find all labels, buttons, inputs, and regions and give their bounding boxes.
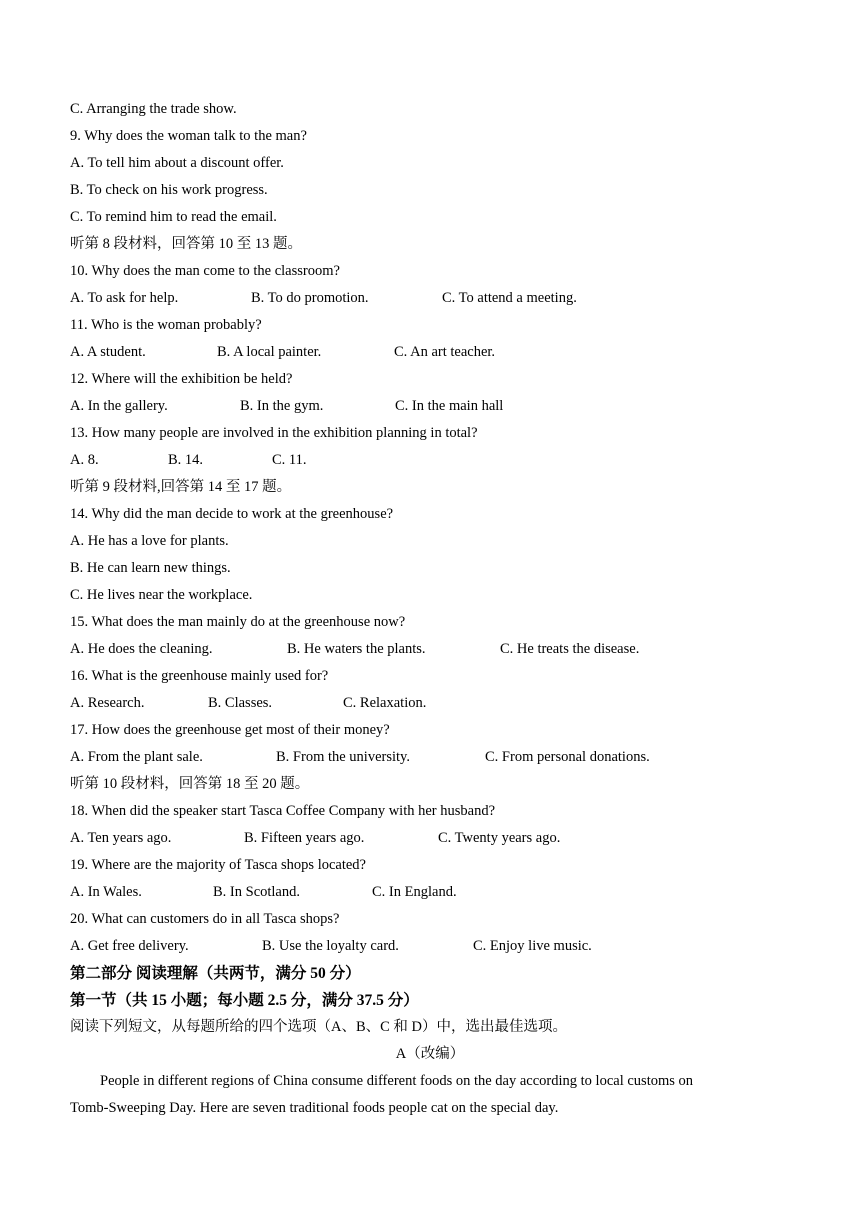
q20-option-c: C. Enjoy live music.	[473, 938, 592, 954]
q10-question: 10. Why does the man come to the classroom?	[70, 263, 340, 279]
q13-question: 13. How many people are involved in the exhibition planning in total?	[70, 425, 478, 441]
passage-title: A（改编）	[395, 1046, 465, 1062]
q11-option-a: A. A student.	[70, 344, 146, 360]
q15-option-a: A. He does the cleaning.	[70, 641, 213, 657]
q20-option-a: A. Get free delivery.	[70, 938, 189, 954]
q16-option-b: B. Classes.	[208, 695, 273, 711]
q11-question: 11. Who is the woman probably?	[70, 317, 262, 333]
q20-options	[70, 933, 790, 960]
q10-option-c: C. To attend a meeting.	[442, 290, 577, 306]
q13-option-c: C. 11.	[272, 452, 307, 468]
section-9-instruction: 听第 9 段材料,回答第 14 至 17 题。	[70, 479, 292, 495]
q19-options	[70, 879, 790, 906]
q19-question: 19. Where are the majority of Tasca shops located?	[70, 857, 366, 873]
q17-option-c: C. From personal donations.	[485, 749, 650, 765]
section-8-instruction: 听第 8 段材料，回答第 10 至 13 题。	[70, 236, 302, 252]
q14-option-c: C. He lives near the workplace.	[70, 587, 253, 603]
q17-option-a: A. From the plant sale.	[70, 749, 203, 765]
q15-option-c: C. He treats the disease.	[500, 641, 640, 657]
q10-option-a: A. To ask for help.	[70, 290, 179, 306]
q14-option-a: A. He has a love for plants.	[70, 533, 229, 549]
q17-options	[70, 744, 790, 771]
q8-option-c: C. Arranging the trade show.	[70, 101, 237, 117]
q9-option-a: A. To tell him about a discount offer.	[70, 155, 284, 171]
q18-option-c: C. Twenty years ago.	[438, 830, 561, 846]
part-two-heading: 第二部分 阅读理解（共两节，满分 50 分）	[70, 965, 361, 982]
q12-option-a: A. In the gallery.	[70, 398, 168, 414]
q10-options	[70, 285, 790, 312]
passage-line-1: People in different regions of China consume different foods on the day according to local customs on	[100, 1073, 694, 1089]
q13-options	[70, 447, 790, 474]
q12-options	[70, 393, 790, 420]
q13-option-a: A. 8.	[70, 452, 99, 468]
q15-option-b: B. He waters the plants.	[287, 641, 426, 657]
q12-question: 12. Where will the exhibition be held?	[70, 371, 293, 387]
q16-option-a: A. Research.	[70, 695, 145, 711]
q11-options	[70, 339, 790, 366]
q10-option-b: B. To do promotion.	[251, 290, 369, 306]
q11-option-c: C. An art teacher.	[394, 344, 496, 360]
q20-option-b: B. Use the loyalty card.	[262, 938, 399, 954]
q17-option-b: B. From the university.	[276, 749, 410, 765]
reading-instruction: 阅读下列短文，从每题所给的四个选项（A、B、C 和 D）中，选出最佳选项。	[70, 1019, 568, 1035]
q18-question: 18. When did the speaker start Tasca Coffee Company with her husband?	[70, 803, 496, 819]
q18-options	[70, 825, 790, 852]
q19-option-a: A. In Wales.	[70, 884, 142, 900]
q16-options	[70, 690, 790, 717]
q12-option-b: B. In the gym.	[240, 398, 324, 414]
q12-option-c: C. In the main hall	[395, 398, 504, 414]
q18-option-a: A. Ten years ago.	[70, 830, 172, 846]
q19-option-c: C. In England.	[372, 884, 457, 900]
q15-options	[70, 636, 790, 663]
q20-question: 20. What can customers do in all Tasca shops?	[70, 911, 340, 927]
q13-option-b: B. 14.	[168, 452, 204, 468]
q9-option-c: C. To remind him to read the email.	[70, 209, 277, 225]
q18-option-b: B. Fifteen years ago.	[244, 830, 365, 846]
q14-question: 14. Why did the man decide to work at the greenhouse?	[70, 506, 394, 522]
section-one-heading: 第一节（共 15 小题；每小题 2.5 分，满分 37.5 分）	[70, 992, 419, 1009]
q9-option-b: B. To check on his work progress.	[70, 182, 268, 198]
q15-question: 15. What does the man mainly do at the greenhouse now?	[70, 614, 406, 630]
q19-option-b: B. In Scotland.	[213, 884, 300, 900]
q16-option-c: C. Relaxation.	[343, 695, 427, 711]
q14-option-b: B. He can learn new things.	[70, 560, 231, 576]
section-10-instruction: 听第 10 段材料，回答第 18 至 20 题。	[70, 776, 310, 792]
q16-question: 16. What is the greenhouse mainly used for?	[70, 668, 329, 684]
document-page	[70, 96, 790, 1122]
q11-option-b: B. A local painter.	[217, 344, 322, 360]
q17-question: 17. How does the greenhouse get most of their money?	[70, 722, 390, 738]
passage-line-2: Tomb-Sweeping Day. Here are seven traditional foods people cat on the special day.	[70, 1100, 559, 1116]
q9-question: 9. Why does the woman talk to the man?	[70, 128, 307, 144]
